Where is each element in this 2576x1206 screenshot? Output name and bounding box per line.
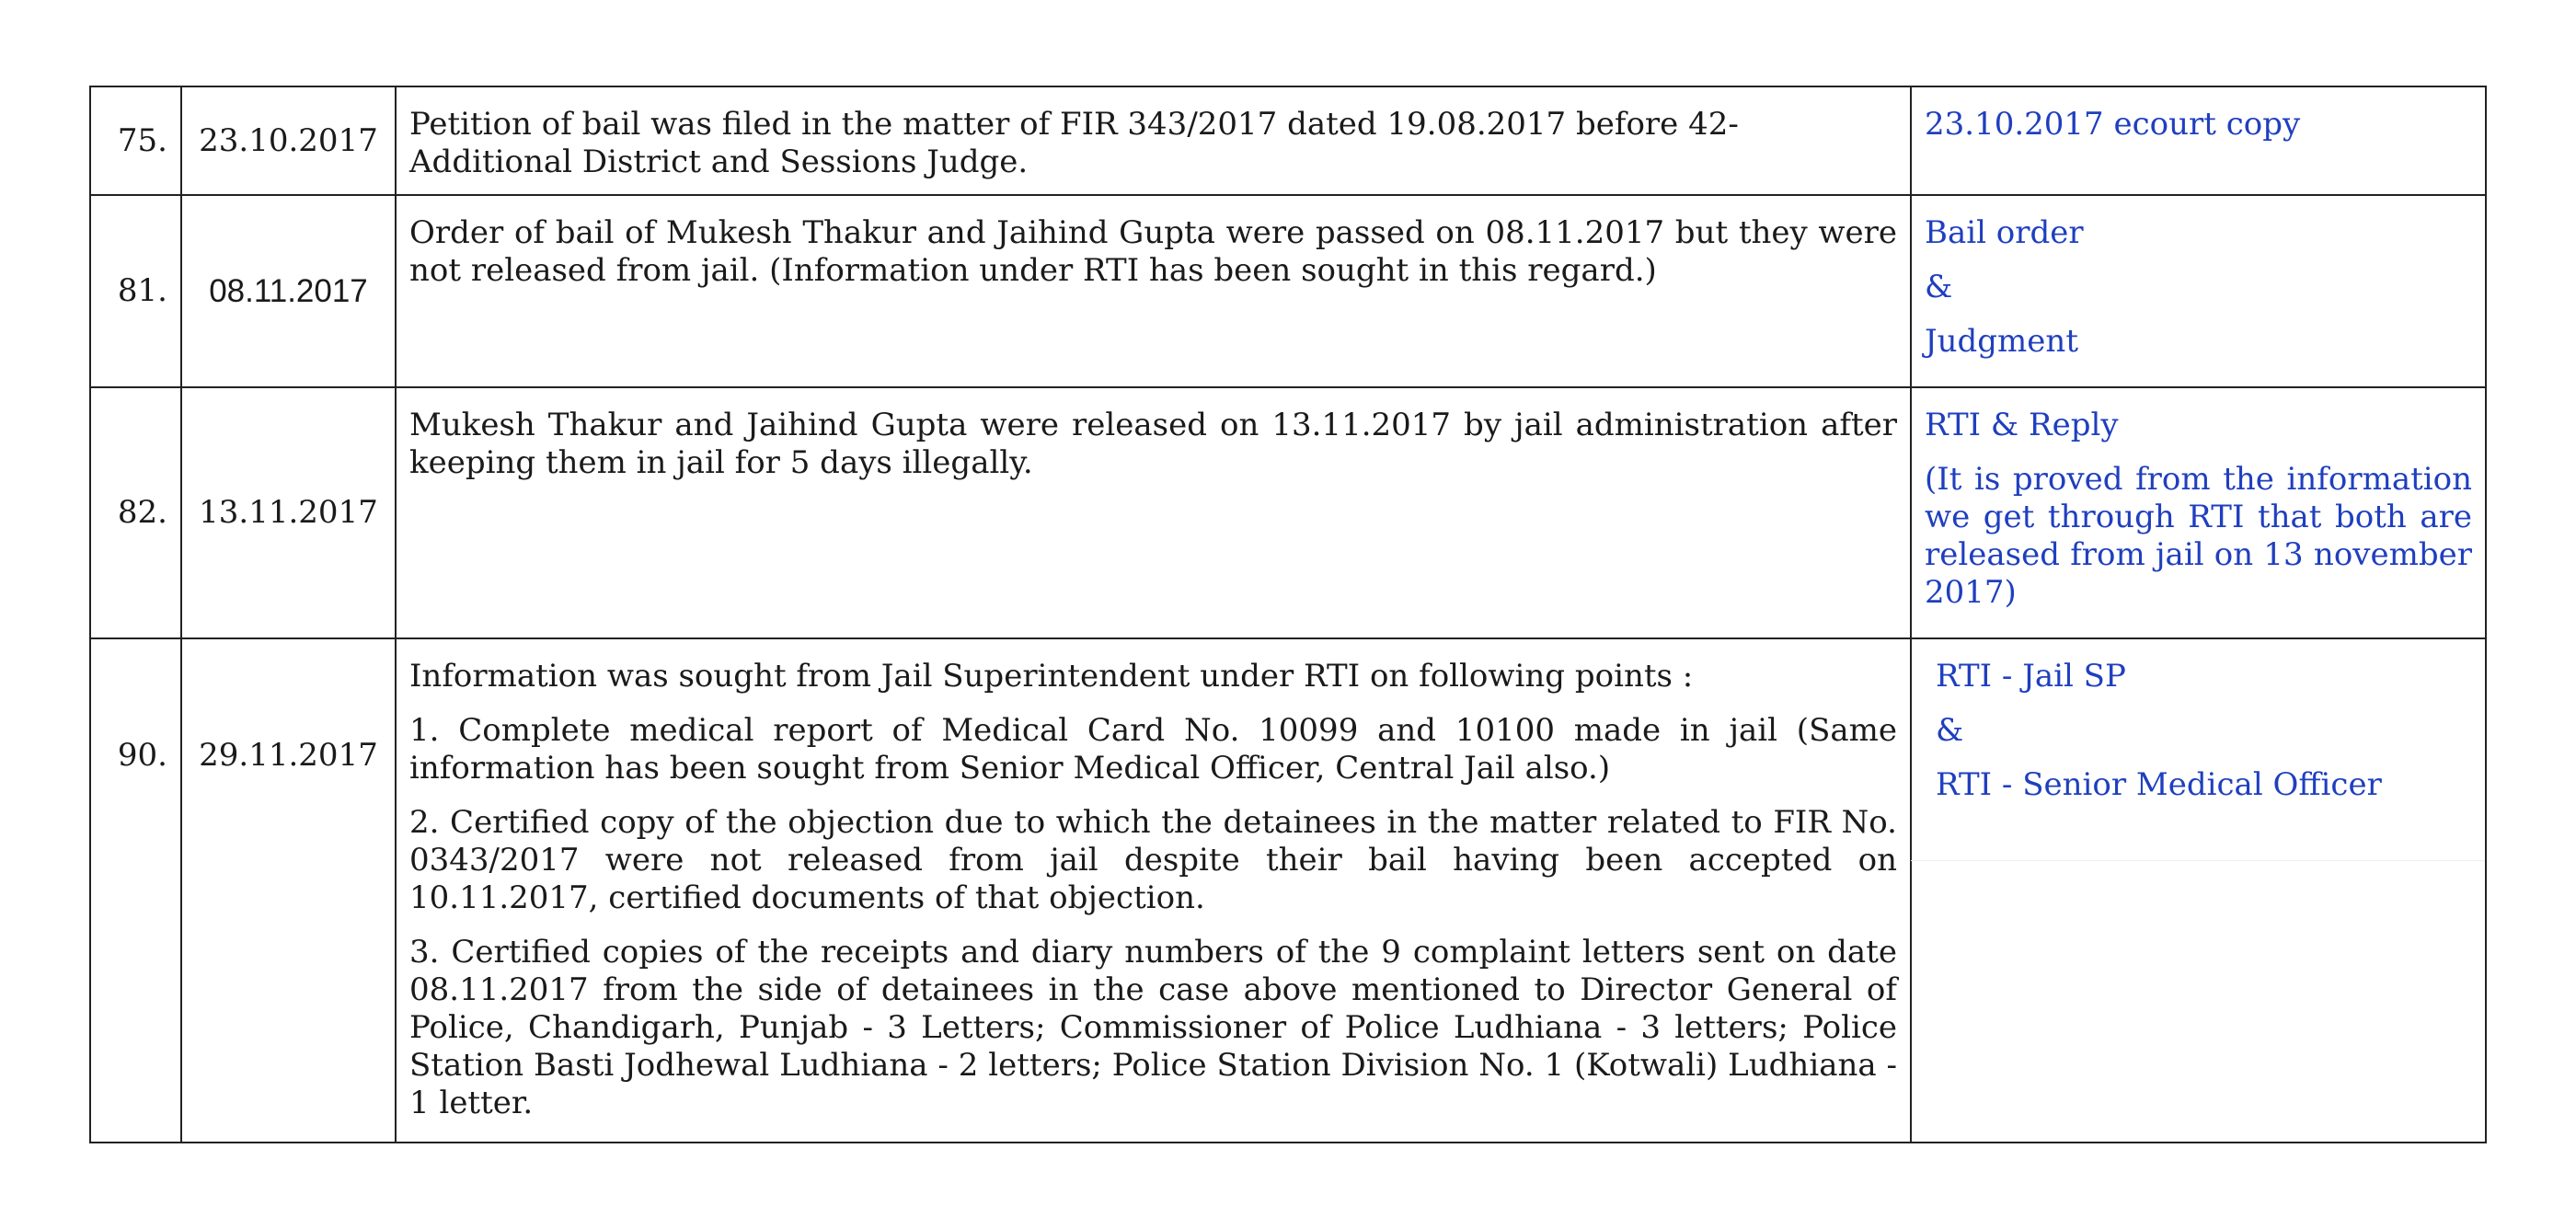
reference-link[interactable]: Judgment <box>1925 323 2078 360</box>
row-reference <box>1911 638 2486 1143</box>
reference-separator: & <box>1925 269 1953 305</box>
row-date: 23.10.2017 <box>181 86 396 195</box>
row-number: 90. <box>90 638 181 1143</box>
row-description <box>396 387 1911 638</box>
row-number: 81. <box>90 195 181 387</box>
description-paragraph: 2. Certified copy of the objection due to which the detainees in the matter related to FIR No. 0343/2017 were not released from jail despite their bail having been accepted on 10.11.2017, certified documents of that objection. <box>409 804 1897 916</box>
description-paragraph: Mukesh Thakur and Jaihind Gupta were released on 13.11.2017 by jail administration after keeping them in jail for 5 days illegally. <box>409 407 1897 481</box>
reference-link[interactable]: RTI & Reply <box>1925 407 2119 443</box>
table-row <box>90 387 2486 638</box>
description-paragraph: Petition of bail was filed in the matter of FIR 343/2017 dated 19.08.2017 before 42-Additional District and Sessions Judge. <box>409 106 1739 180</box>
events-table <box>89 86 2487 1143</box>
description-paragraph: 3. Certified copies of the receipts and diary numbers of the 9 complaint letters sent on date 08.11.2017 from the side of detainees in the case above mentioned to Director General of Police, Chandigarh, Punjab - 3 Letters; Commissioner of Police Ludhiana - 3 letters; Police Station Basti Jodhewal Ludhiana - 2 letters; Police Station Division No. 1 (Kotwali) Ludhiana - 1 letter. <box>409 934 1897 1121</box>
reference-link[interactable]: RTI - Jail SP <box>1936 658 2126 695</box>
row-reference <box>1911 195 2486 387</box>
row-number: 75. <box>90 86 181 195</box>
faint-divider <box>1911 860 2485 861</box>
reference-link[interactable]: 23.10.2017 ecourt copy <box>1925 106 2301 143</box>
row-number: 82. <box>90 387 181 638</box>
row-date: 29.11.2017 <box>181 638 396 1143</box>
row-description <box>396 86 1911 195</box>
reference-link[interactable]: RTI - Senior Medical Officer <box>1936 766 2382 803</box>
row-reference <box>1911 387 2486 638</box>
description-paragraph: Order of bail of Mukesh Thakur and Jaihind Gupta were passed on 08.11.2017 but they were not released from jail. (Information under RTI has been sought in this regard.) <box>409 214 1897 289</box>
row-reference <box>1911 86 2486 195</box>
reference-note: (It is proved from the information we get through RTI that both are released from jail on 13 november 2017) <box>1925 461 2472 611</box>
row-date: 08.11.2017 <box>181 195 396 387</box>
reference-separator: & <box>1936 712 1964 749</box>
description-paragraph: 1. Complete medical report of Medical Card No. 10099 and 10100 made in jail (Same information has been sought from Senior Medical Officer, Central Jail also.) <box>409 712 1897 787</box>
table-row <box>90 195 2486 387</box>
table-row <box>90 638 2486 1143</box>
row-date: 13.11.2017 <box>181 387 396 638</box>
description-paragraph: Information was sought from Jail Superintendent under RTI on following points : <box>409 658 1694 695</box>
row-description <box>396 638 1911 1143</box>
table-row <box>90 86 2486 195</box>
reference-link[interactable]: Bail order <box>1925 214 2084 251</box>
row-description <box>396 195 1911 387</box>
